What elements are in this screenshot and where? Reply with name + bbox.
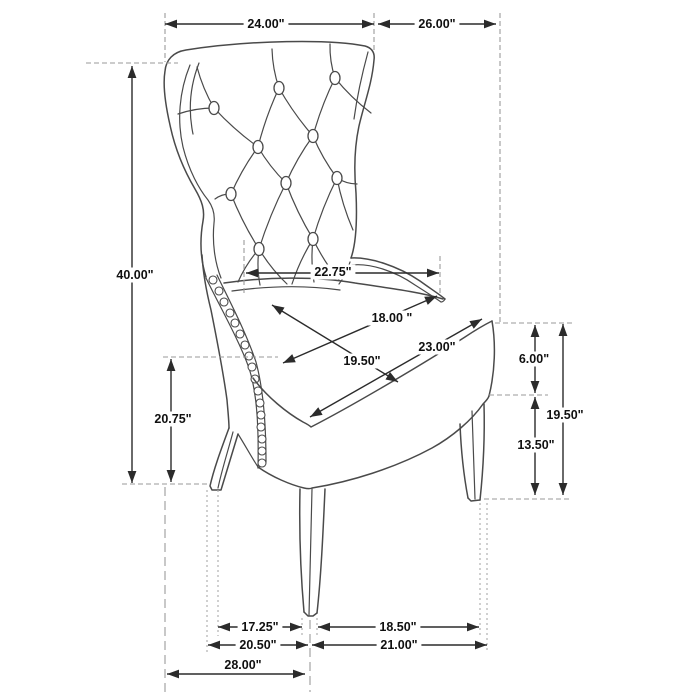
dimension-label: 21.00"	[380, 638, 418, 652]
dimension-arrowhead	[531, 381, 540, 393]
dimension-label: 40.00"	[116, 268, 154, 282]
dimension-arrowhead	[467, 623, 479, 632]
chair-front-right-leg	[460, 404, 484, 501]
dimension-arrowhead	[128, 66, 137, 78]
dimension-label: 17.25"	[241, 620, 279, 634]
tuft-seam	[335, 78, 371, 113]
tuft-button	[226, 188, 236, 201]
dimension-arrowhead	[246, 269, 258, 278]
dimension-arrowhead	[128, 471, 137, 483]
dimension-arrowhead	[290, 623, 302, 632]
dimension-arrowhead	[424, 296, 437, 305]
dimension-arrowhead	[283, 354, 296, 363]
nailhead-stud	[241, 341, 249, 349]
tuft-button	[281, 177, 291, 190]
dimension-arrowhead	[293, 670, 305, 679]
dimension-seat-diagonal-width	[283, 296, 437, 363]
dimension-label: 24.00"	[247, 17, 285, 31]
dimension-label: 18.50"	[379, 620, 417, 634]
tufting-buttons	[209, 72, 342, 256]
dimension-arrowhead	[208, 641, 220, 650]
tuft-seam	[258, 88, 279, 147]
dimension-arrowhead	[559, 324, 568, 336]
dimension-label: 26.00"	[418, 17, 456, 31]
dimension-top-to-front-depth	[378, 17, 496, 32]
nailhead-stud	[258, 447, 266, 455]
nailhead-stud	[248, 363, 256, 371]
dimension-label: 20.75"	[154, 412, 192, 426]
dimension-seat-height	[543, 324, 588, 495]
nailhead-stud	[257, 423, 265, 431]
tuft-seam	[313, 78, 335, 136]
nailhead-stud	[231, 319, 239, 327]
tuft-seam	[292, 239, 313, 284]
dimension-arrowhead	[218, 623, 230, 632]
chair-illustration	[164, 41, 494, 616]
chair-rear-left-leg	[210, 428, 238, 490]
chair-back-outline	[164, 41, 374, 277]
nailhead-stud	[220, 298, 228, 306]
tuft-seam	[313, 136, 337, 178]
dimension-arrowhead	[318, 623, 330, 632]
chair-arm-outer	[351, 258, 445, 299]
tuft-seam	[258, 147, 286, 183]
dimension-arm-panel-height	[151, 359, 196, 482]
dimension-arrowhead	[531, 483, 540, 495]
chair-side-panel-bottom	[238, 434, 258, 467]
nailhead-stud	[257, 411, 265, 419]
tuft-button	[274, 82, 284, 95]
dimension-arrowhead	[475, 641, 487, 650]
chair-front-left-leg	[300, 489, 325, 616]
dimension-front-leg-span	[218, 620, 302, 635]
dimension-overall-width-floor	[167, 658, 305, 679]
chair-seat-crease	[232, 287, 340, 291]
dimension-label: 28.00"	[224, 658, 262, 672]
tuft-button	[308, 130, 318, 143]
dimension-seat-thickness	[515, 325, 553, 393]
dimension-arrowhead	[427, 269, 439, 278]
tuft-button	[254, 243, 264, 256]
chair-left-wing-crease	[190, 63, 199, 134]
dimension-arrowhead	[167, 670, 179, 679]
tuft-seam	[231, 194, 259, 249]
dimension-arrowhead	[296, 641, 308, 650]
dimension-arrowhead	[165, 20, 177, 29]
dimension-arrowhead	[531, 325, 540, 337]
dimension-side-outer-span	[312, 638, 487, 653]
tuft-button	[308, 233, 318, 246]
dimension-lines	[113, 17, 588, 679]
dimension-front-outer-span	[208, 638, 308, 653]
dimension-arrowhead	[559, 483, 568, 495]
dimension-label: 18.00 "	[371, 311, 413, 325]
tuft-seam	[214, 108, 258, 147]
dimension-arrowhead	[531, 397, 540, 409]
dimension-seat-front-width	[310, 319, 482, 417]
tuft-seam	[259, 183, 286, 249]
dimension-label: 23.00"	[418, 340, 456, 354]
dimension-arrowhead	[167, 470, 176, 482]
dimension-label: 13.50"	[517, 438, 555, 452]
tuft-seam	[231, 147, 258, 194]
dimension-arrowhead	[167, 359, 176, 371]
nailhead-stud	[245, 352, 253, 360]
chair-seat-skirt-bottom	[258, 396, 489, 489]
dimension-label: 20.50"	[239, 638, 277, 652]
nailhead-stud	[258, 459, 266, 467]
dimension-side-leg-span	[318, 620, 479, 635]
nailhead-stud	[236, 330, 244, 338]
dimension-arrowhead	[272, 305, 285, 315]
tuft-seam	[313, 178, 337, 239]
chair-seat-rim	[253, 321, 492, 427]
dimension-label: 6.00"	[518, 352, 550, 366]
nailhead-stud	[256, 399, 264, 407]
tufting-seams	[178, 44, 371, 285]
tuft-button	[330, 72, 340, 85]
dimension-arrowhead	[378, 20, 390, 29]
nailhead-stud	[209, 276, 217, 284]
nailhead-stud	[258, 435, 266, 443]
tuft-seam	[286, 136, 313, 183]
tuft-button	[209, 102, 219, 115]
tuft-seam	[337, 178, 353, 230]
dimension-back-width-top	[165, 17, 374, 32]
extension-lines	[86, 13, 572, 692]
dimension-arrowhead	[362, 20, 374, 29]
nailhead-stud	[226, 309, 234, 317]
tuft-seam	[286, 183, 313, 239]
dimension-label: 19.50"	[343, 354, 381, 368]
dimension-arrowhead	[484, 20, 496, 29]
dimension-arrowhead	[310, 407, 323, 417]
tuft-button	[253, 141, 263, 154]
dimension-label: 22.75"	[314, 265, 352, 279]
dimension-label: 19.50"	[546, 408, 584, 422]
chair-seat-right-face	[489, 321, 494, 396]
tuft-seam	[279, 88, 313, 136]
tuft-button	[332, 172, 342, 185]
dimension-arrowhead	[312, 641, 324, 650]
nailhead-stud	[215, 287, 223, 295]
